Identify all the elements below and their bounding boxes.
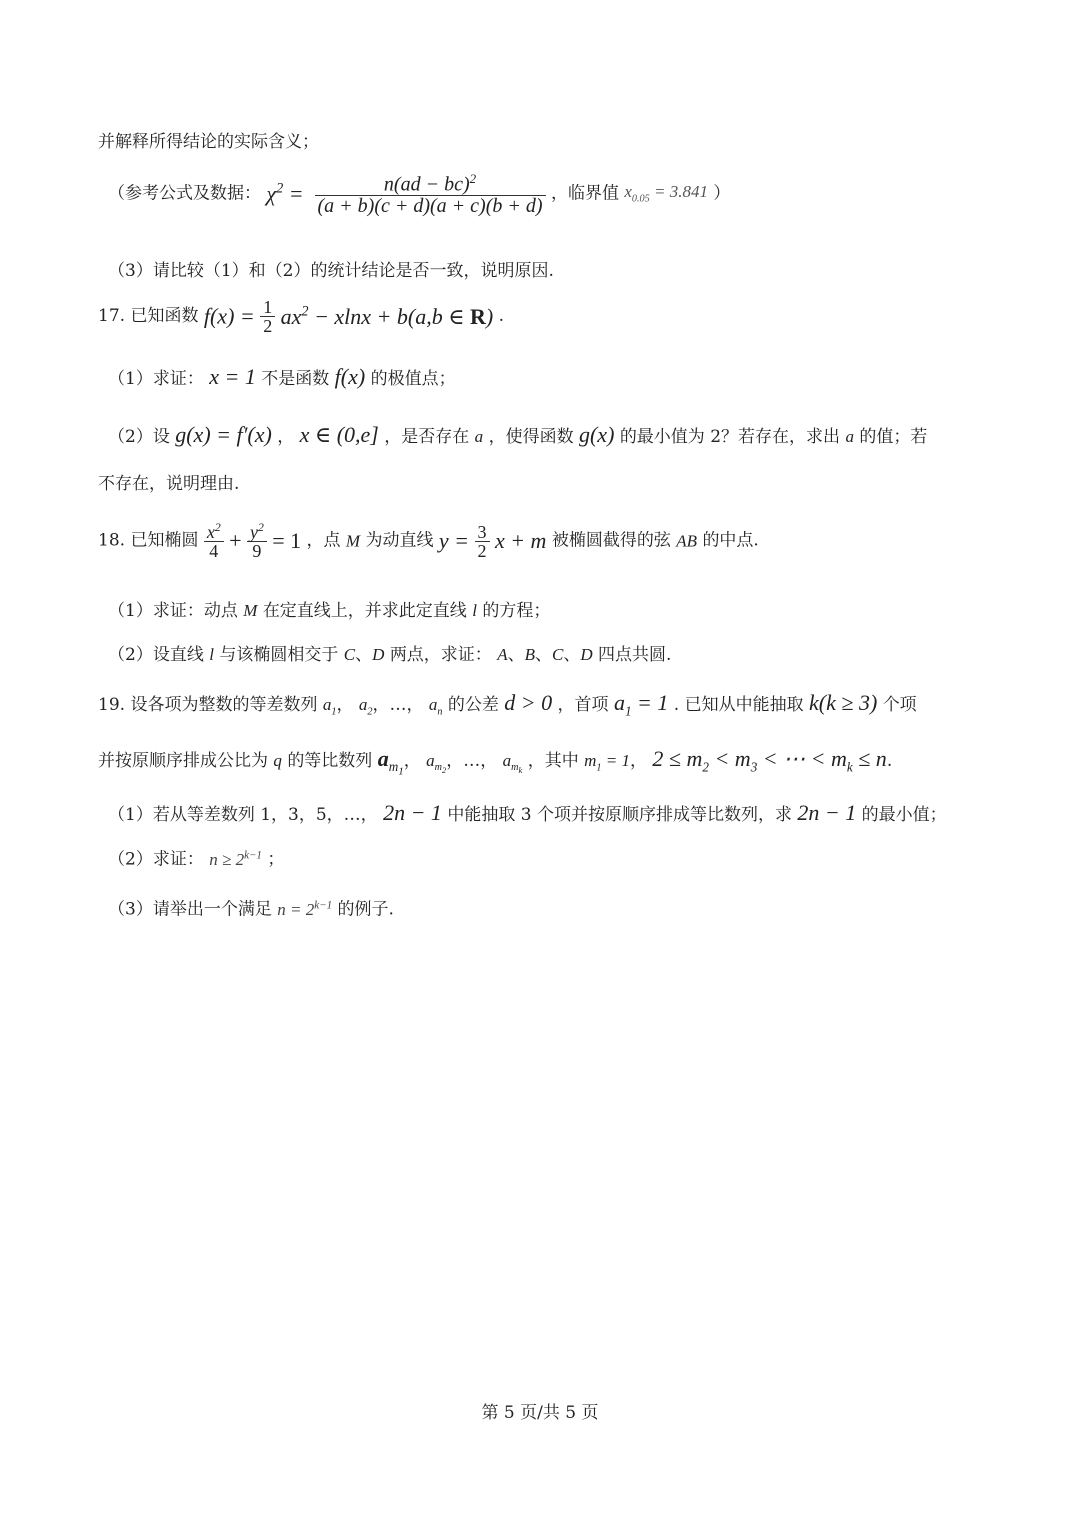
fraction: $\frac{n(ad - bc)^2}{(a + b)(c + d)(a + c)(b + d)}$ [315, 172, 546, 216]
fraction: $\frac{x^2}{4}$ [204, 522, 224, 560]
math: l [472, 601, 477, 620]
math: a [845, 427, 854, 446]
math: M [345, 531, 361, 551]
text: 17. 已知函数 [98, 306, 199, 326]
text: 个项 [882, 695, 917, 715]
text: 中能抽取 3 个项并按原顺序排成等比数列，求 [447, 805, 792, 825]
text: ； [267, 849, 285, 870]
text: 与该椭圆相交于 [219, 645, 339, 665]
text: 的公差 [447, 695, 499, 715]
text: . 已知从中能抽取 [673, 695, 804, 715]
text-line [108, 263, 554, 280]
question-17-part-2 [108, 424, 927, 446]
math: a [474, 427, 484, 446]
math: g(x) [578, 422, 615, 447]
text: 的中点. [702, 530, 759, 551]
text: ，其中 [527, 751, 579, 771]
text: ， [277, 427, 295, 447]
math: $n \ge 2^{k-1}$ [209, 849, 262, 869]
math: q [273, 751, 282, 770]
math: $a_n$ [428, 695, 443, 718]
question-17-part-1 [108, 366, 456, 388]
text: ，是否存在 [384, 427, 470, 447]
math: x ∈ (0,e] [299, 422, 379, 447]
text: 的值；若 [859, 427, 928, 447]
math: A [497, 645, 508, 664]
text-line: 并按原顺序排成公比为 q 的等比数列 $a_{m_1}$， $a_{m_2}$，…， $a_{m_k}$ ，其中 $m_1 = 1$， $2 \le m_2 < m_3$ < ⋯ < $m_k \le n$. [98, 746, 893, 779]
math: D [372, 645, 385, 664]
text: 的最小值； [861, 805, 947, 825]
question-18-part-1 [108, 602, 550, 620]
math: C [343, 645, 356, 664]
math: $m_1 = 1$ [584, 751, 630, 774]
text-line [98, 476, 239, 493]
math: + [229, 528, 242, 553]
math: AB [676, 531, 698, 551]
math: B [524, 645, 535, 664]
math: $a_{m_2}$ [426, 751, 447, 776]
text: 并解释所得结论的实际含义； [98, 132, 319, 152]
math: g(x) = f′(x) [175, 422, 272, 447]
question-17 [98, 298, 504, 335]
text: （1）求证：动点 [108, 601, 238, 621]
math: k(k ≥ 3) [809, 690, 878, 715]
page-footer: 第 5 页/共 5 页 [481, 1403, 599, 1423]
question-19-part-1 [108, 802, 947, 824]
math: f(x) = [203, 303, 261, 329]
text: ，首项 [557, 695, 609, 715]
text: . [498, 306, 505, 326]
formula-line [108, 172, 730, 216]
text: 的最小值为 2？若存在，求出 [619, 427, 841, 447]
text: 不是函数 [261, 369, 330, 389]
critical-value: $x_{0.05} = 3.841$ [624, 182, 708, 205]
text: （1）若从等差数列 1，3，5，…， [108, 805, 378, 825]
math: d > 0 [504, 690, 553, 715]
text: ，点 [306, 530, 341, 551]
text: 并按原顺序排成公比为 [98, 751, 268, 771]
math: 2n − 1 [383, 800, 442, 825]
text-line [98, 134, 319, 151]
fraction: $\frac{1}{2}$ [260, 298, 275, 335]
text: 在定直线上，并求此定直线 [262, 601, 467, 621]
chi-square-formula: $\chi^2$ = [266, 181, 310, 207]
math: l [209, 645, 214, 664]
text: 18. 已知椭圆 [98, 530, 199, 551]
question-19-part-3 [108, 900, 394, 919]
math: $a_{m_1}$ [377, 746, 404, 779]
text: （2）设直线 [108, 645, 204, 665]
text: 的方程； [482, 601, 551, 621]
math: $a_{m_k}$ [502, 751, 523, 776]
math: $ax^2 - xlnx + b(a,b$ ∈ R) [280, 303, 494, 330]
math: x + m [494, 528, 547, 553]
question-18 [98, 522, 759, 560]
text: （3）请举出一个满足 [108, 899, 272, 920]
question-19: 19. 设各项为整数的等差数列 $a_1$， $a_2$，…， $a_n$ 的公差 d > 0 ，首项 $a_1 = 1$ . 已知从中能抽取 k(k ≥ 3) 个项 [98, 690, 917, 719]
text: ，临界值 [550, 183, 619, 204]
math: D [580, 645, 593, 664]
text: ，使得函数 [488, 427, 574, 447]
text: （参考公式及数据： [108, 183, 261, 204]
text: （3）请比较（1）和（2）的统计结论是否一致，说明原因. [108, 261, 554, 281]
math: $a_1 = 1$ [613, 690, 669, 719]
text: （2）设 [108, 427, 170, 447]
fraction: $\frac{y^2}{9}$ [247, 522, 267, 560]
math: C [552, 645, 564, 664]
question-18-part-2: （2）设直线 l 与该椭圆相交于 C、D 两点，求证： A、B、C、D 四点共圆. [108, 645, 672, 665]
math: $2 \le m_2 < m_3$ < ⋯ < $m_k \le n$ [652, 746, 887, 775]
math: M [243, 601, 258, 620]
math: $a_2$ [358, 695, 373, 718]
text: 的极值点； [370, 369, 456, 389]
text: （1）求证： [108, 369, 204, 389]
math: f(x) [334, 364, 366, 389]
text: 两点，求证： [389, 645, 492, 665]
text: 19. 设各项为整数的等差数列 [98, 695, 318, 715]
math: y = [438, 528, 475, 553]
text: 四点共圆. [598, 645, 672, 665]
math: x = 1 [209, 364, 256, 389]
text: 的例子. [337, 899, 394, 920]
text: ） [713, 183, 731, 204]
text: （2）求证： [108, 849, 204, 870]
math: $n = 2^{k-1}$ [277, 899, 333, 919]
text: 为动直线 [365, 530, 434, 551]
math: 2n − 1 [797, 800, 857, 825]
text: 的等比数列 [287, 751, 373, 771]
text: 不存在，说明理由. [98, 474, 240, 494]
math: = 1 [272, 528, 302, 553]
question-19-part-2 [108, 850, 284, 869]
fraction: $\frac{3}{2}$ [475, 523, 490, 560]
math: $a_1$ [322, 695, 337, 718]
text: 被椭圆截得的弦 [551, 530, 671, 551]
